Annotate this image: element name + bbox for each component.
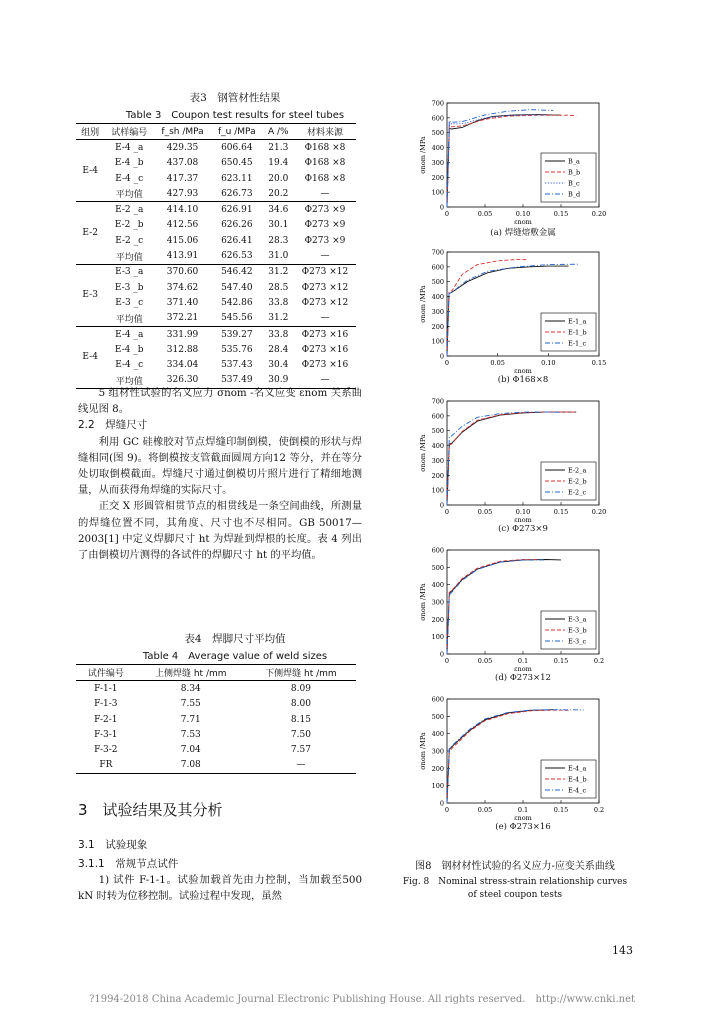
table4-cell: 7.53 (180, 729, 201, 740)
table3-row (76, 342, 356, 357)
table3-group-name: E-4 (76, 140, 104, 202)
y-tick-label: 500 (431, 129, 444, 138)
y-tick-label: 400 (431, 581, 444, 590)
table3-cell: 326.30 (154, 373, 211, 389)
y-tick-label: 200 (431, 764, 444, 773)
table3-cell: 28.3 (268, 235, 289, 246)
page-number: 143 (612, 944, 633, 957)
y-axis-label: σnom /MPa (419, 583, 427, 621)
y-axis-label: σnom /MPa (419, 285, 427, 323)
table3-cell: E-2 _b (114, 220, 144, 231)
table3-cell: 626.26 (221, 220, 253, 231)
legend-label: E-1_a (568, 317, 587, 326)
chart-svg (385, 393, 625, 541)
table3-cell: Φ168 ×8 (304, 142, 346, 153)
table3-cell: 429.35 (166, 142, 199, 153)
y-tick-label: 0 (439, 799, 444, 808)
table3-row (76, 140, 356, 156)
x-tick-label: 0.05 (490, 359, 505, 367)
table3-cell: 542.86 (221, 297, 253, 308)
series-line-E-3_b (447, 560, 538, 655)
table4-cell: 7.71 (180, 714, 201, 725)
legend-label: B_c (568, 179, 580, 188)
table4-cell: 8.34 (180, 683, 201, 694)
x-tick-label: 0.05 (477, 508, 493, 516)
table3-cell: 414.10 (166, 205, 199, 216)
x-tick-label: 0.1 (517, 806, 529, 814)
table3-row (76, 233, 356, 248)
y-tick-label: 300 (431, 456, 444, 465)
table3-cell: 34.6 (268, 205, 289, 216)
body-text-upper (78, 385, 362, 563)
table3-cell: 371.40 (166, 297, 199, 308)
y-tick-label: 400 (431, 442, 444, 451)
table3-cell: E-3 _b (114, 282, 144, 293)
table4-row (76, 681, 356, 697)
table3-header-cell: 材料来源 (294, 124, 356, 140)
x-tick-label: 0.20 (591, 508, 607, 516)
y-tick-label: 600 (431, 114, 444, 123)
y-axis-label: σnom /MPa (419, 732, 427, 770)
y-tick-label: 100 (431, 486, 444, 495)
chart-svg (385, 95, 625, 243)
section-3-title: 3 试验结果及其分析 (78, 801, 223, 819)
table3-cell: 626.91 (221, 205, 253, 216)
table4-cell: 8.00 (290, 699, 311, 710)
table3-group-name: E-3 (76, 264, 104, 326)
table3-cell: 427.93 (154, 186, 211, 202)
table4-cell: 7.55 (180, 699, 201, 710)
y-tick-label: 0 (439, 352, 444, 361)
table3-cell: 平均值 (104, 248, 154, 264)
table3-row (76, 156, 356, 171)
y-tick-label: 300 (431, 307, 444, 316)
table4-cell: F-2-1 (94, 714, 118, 725)
table3-cell: Φ273 ×12 (301, 267, 349, 278)
y-tick-label: 700 (431, 397, 444, 406)
legend-label: E-4_a (568, 764, 587, 773)
x-tick-label: 0.15 (591, 359, 607, 367)
x-axis-label: εnom (514, 367, 532, 375)
table4-row (76, 727, 356, 742)
series-line-E-4_a (447, 710, 553, 803)
chart-sub-caption: (a) 焊缝熔敷金属 (490, 228, 556, 238)
table3-cell: 30.4 (268, 360, 289, 371)
table3-cell: 372.21 (154, 311, 211, 327)
y-tick-label: 200 (431, 173, 444, 182)
table3-cell: Φ273 ×9 (304, 205, 346, 216)
table3-cell: Φ273 ×9 (304, 235, 346, 246)
table3-cell: E-3 _a (115, 267, 144, 278)
x-tick-label: 0 (444, 210, 450, 218)
table3-cell: 547.40 (221, 282, 253, 293)
x-axis-label: εnom (514, 814, 532, 822)
table4-header-cell: 下侧焊缝 ht /mm (246, 665, 356, 681)
y-tick-label: 0 (439, 650, 444, 659)
y-tick-label: 500 (431, 712, 444, 721)
table3-cell: 546.42 (221, 267, 253, 278)
y-tick-label: 500 (431, 427, 444, 436)
table3-cell: 412.56 (166, 220, 199, 231)
legend-label: E-3_a (568, 615, 587, 624)
table3-cell: 31.2 (263, 311, 294, 327)
y-tick-label: 200 (431, 615, 444, 624)
chart-panel (385, 244, 625, 396)
table3-row (76, 357, 356, 372)
x-tick-label: 0.10 (515, 210, 531, 218)
y-tick-label: 500 (431, 278, 444, 287)
table3-cell: 650.45 (221, 158, 253, 169)
y-tick-label: 0 (439, 203, 444, 212)
y-axis-label: σnom /MPa (419, 434, 427, 472)
table3-cell: 415.06 (166, 235, 199, 246)
x-tick-label: 0 (444, 657, 450, 665)
table3-cell: 28.5 (268, 282, 289, 293)
table3-group-name: E-4 (76, 326, 104, 388)
para-intersection: 正交 X 形圆管相贯节点的相贯线是一条空间曲线，所测量的焊缝位置不同，其角度、尺寸也不尽相同。GB 50017—2003[1] 中定义焊脚尺寸 ht 为焊趾到焊根的长度。表 4 列出了由倒模切片测得的各试件的焊脚尺寸 ht 的平均值。 (78, 500, 362, 562)
chart-panel (385, 393, 625, 545)
chart-svg (385, 244, 625, 392)
x-tick-label: 0 (444, 359, 450, 367)
y-tick-label: 100 (431, 337, 444, 346)
table4-cell: — (246, 758, 356, 774)
table3-row (76, 202, 356, 218)
table4-header-cell: 试件编号 (76, 665, 136, 681)
table3-header-cell: 组别 (76, 124, 104, 140)
x-tick-label: 0.05 (477, 657, 493, 665)
y-tick-label: 100 (431, 633, 444, 642)
table3-row (76, 280, 356, 295)
x-tick-label: 0.15 (553, 508, 569, 516)
table3-cell: Φ273 ×16 (301, 344, 349, 355)
y-tick-label: 600 (431, 412, 444, 421)
table3-cell: 417.37 (166, 173, 199, 184)
x-tick-label: 0 (444, 508, 450, 516)
table3-cell: 539.27 (221, 329, 253, 340)
table3-cell: 19.4 (268, 158, 289, 169)
table3-cell: 334.04 (166, 360, 199, 371)
chart-panel (385, 95, 625, 247)
para-weld-mold: 利用 GC 硅橡胶对节点焊缝印制倒模，使倒模的形状与焊缝相同(图 9)。将倒模按支管截面圆周方向12 等分，并在等分处切取倒模截面。焊缝尺寸通过倒模切片照片进行了精细地测量，从而获得角焊缝的实际尺寸。 (78, 435, 362, 497)
para-specimen-f11: 1) 试件 F-1-1。试验加载首先由力控制，当加载至500 kN 时转为位移控制。试验过程中发现，虽然 (78, 874, 362, 903)
y-tick-label: 100 (431, 782, 444, 791)
table3-cell: 374.62 (166, 282, 199, 293)
table3-cell: E-4 _a (115, 142, 144, 153)
table3-cell: 626.73 (211, 186, 263, 202)
legend-label: E-1_b (568, 328, 587, 337)
x-axis-label: εnom (514, 218, 532, 226)
legend-label: E-2_c (568, 488, 587, 497)
y-tick-label: 400 (431, 293, 444, 302)
series-line-B_c (447, 115, 546, 207)
table3-cell: Φ273 ×9 (304, 220, 346, 231)
heading-3-1: 3.1 试验现象 (78, 839, 148, 851)
figure-8-caption-cn: 图8 钢材材性试验的名义应力-应变关系曲线 (415, 861, 615, 872)
table3-row (76, 171, 356, 186)
y-tick-label: 300 (431, 158, 444, 167)
table3-cell: — (294, 248, 356, 264)
x-tick-label: 0 (444, 806, 450, 814)
table4-cell: F-1-1 (94, 683, 118, 694)
legend-label: B_a (568, 157, 580, 166)
legend-label: E-2_b (568, 477, 587, 486)
table3-group-name: E-2 (76, 202, 104, 264)
table3-cell: 30.1 (268, 220, 289, 231)
figure-8-caption-en-2: of steel coupon tests (467, 890, 563, 900)
table4-cell: 7.50 (290, 729, 311, 740)
table3-cell: 30.9 (263, 373, 294, 389)
x-tick-label: 0.15 (553, 210, 569, 218)
table3-cell: E-2 _a (115, 205, 144, 216)
table3-row (76, 218, 356, 233)
table3-average-row (76, 186, 356, 202)
table3-cell: 20.0 (268, 173, 289, 184)
table3-header-cell: f_u /MPa (211, 124, 263, 140)
y-tick-label: 300 (431, 747, 444, 756)
table3-cell: Φ273 ×16 (301, 360, 349, 371)
table4-cell: 7.57 (290, 745, 311, 756)
chart-sub-caption: (e) Φ273×16 (495, 822, 551, 832)
table3-cell: 606.64 (221, 142, 253, 153)
table3-cell: 545.56 (211, 311, 263, 327)
table4-header-cell: 上侧焊缝 ht /mm (136, 665, 246, 681)
table3-cell: Φ168 ×8 (304, 173, 346, 184)
table3-row (76, 326, 356, 342)
x-tick-label: 0.05 (477, 210, 493, 218)
table3-header-cell: A /% (263, 124, 294, 140)
chart-sub-caption: (c) Φ273×9 (498, 524, 548, 534)
table4-cell: F-3-2 (94, 745, 118, 756)
table4-cell: 8.09 (290, 683, 311, 694)
y-tick-label: 0 (439, 501, 444, 510)
x-tick-label: 0.20 (591, 210, 607, 218)
para-fig8-ref: 5 组材性试验的名义应力 σnom -名义应变 εnom 关系曲线见图 8。 (78, 387, 362, 416)
figure-8-charts (385, 95, 625, 855)
table3-cell: 33.8 (268, 329, 289, 340)
table3-cell: — (294, 373, 356, 389)
series-line-E-3_c (447, 560, 546, 654)
y-tick-label: 200 (431, 322, 444, 331)
chart-svg (385, 691, 625, 839)
table4-row (76, 712, 356, 727)
y-axis-label: σnom /MPa (419, 136, 427, 174)
table3-cell: E-4 _c (115, 173, 144, 184)
table3-cell: 623.11 (221, 173, 253, 184)
heading-3-1-1: 3.1.1 常规节点试件 (78, 858, 179, 870)
y-tick-label: 600 (431, 546, 444, 555)
table3-cell: 平均值 (104, 373, 154, 389)
legend-label: E-2_a (568, 466, 587, 475)
table3-title-cn: 表3 钢管材性结果 (189, 92, 281, 104)
legend-label: B_b (568, 168, 581, 177)
table3 (76, 123, 356, 389)
table3-cell: 平均值 (104, 311, 154, 327)
table3-cell: 413.91 (154, 248, 211, 264)
y-tick-label: 300 (431, 598, 444, 607)
table3-average-row (76, 311, 356, 327)
table3-cell: 370.60 (166, 267, 199, 278)
legend-label: B_d (568, 190, 581, 199)
y-tick-label: 100 (431, 188, 444, 197)
y-tick-label: 400 (431, 730, 444, 739)
table3-row (76, 264, 356, 280)
table4-row (76, 697, 356, 712)
y-tick-label: 700 (431, 99, 444, 108)
x-tick-label: 0.1 (517, 657, 529, 665)
legend-label: E-3_b (568, 626, 587, 635)
table4-cell: 7.04 (180, 745, 201, 756)
heading-2-2: 2.2 焊缝尺寸 (78, 419, 148, 432)
table3-cell: E-4 _b (114, 344, 144, 355)
x-axis-label: εnom (514, 665, 532, 673)
table3-cell: E-2 _c (115, 235, 144, 246)
table3-cell: 537.43 (221, 360, 253, 371)
x-tick-label: 0.15 (553, 657, 569, 665)
table4-title-en: Table 4 Average value of weld sizes (142, 651, 328, 662)
footer-copyright: ?1994-2018 China Academic Journal Electronic Publishing House. All rights reserved. http://www.cnki.net (88, 994, 635, 1005)
table4-cell: 7.08 (136, 758, 246, 774)
x-tick-label: 0.10 (541, 359, 556, 367)
table3-cell: 33.8 (268, 297, 289, 308)
y-tick-label: 400 (431, 144, 444, 153)
table3-average-row (76, 248, 356, 264)
table3-cell: Φ273 ×12 (301, 297, 349, 308)
chart-sub-caption: (b) Φ168×8 (497, 375, 549, 385)
table3-cell: Φ273 ×12 (301, 282, 349, 293)
table3-cell: 626.53 (211, 248, 263, 264)
table4-row (76, 758, 356, 774)
table3-cell: 331.99 (166, 329, 199, 340)
table3-cell: E-3 _c (115, 297, 144, 308)
table3-cell: Φ273 ×16 (301, 329, 349, 340)
y-tick-label: 600 (431, 263, 444, 272)
table4-cell: 8.15 (290, 714, 311, 725)
chart-panel (385, 542, 625, 694)
table3-cell: 535.76 (221, 344, 253, 355)
table3-cell: 20.2 (263, 186, 294, 202)
table4-row (76, 742, 356, 757)
table3-cell: 312.88 (166, 344, 199, 355)
table4-cell: F-3-1 (94, 729, 118, 740)
x-tick-label: 0.2 (593, 657, 605, 665)
table3-cell: Φ168 ×8 (304, 158, 346, 169)
table3-cell: 537.49 (211, 373, 263, 389)
x-tick-label: 0.05 (477, 806, 493, 814)
x-tick-label: 0.10 (515, 508, 531, 516)
table3-cell: — (294, 311, 356, 327)
x-axis-label: εnom (514, 516, 532, 524)
y-tick-label: 200 (431, 471, 444, 480)
table3-cell: 28.4 (268, 344, 289, 355)
table3-cell: — (294, 186, 356, 202)
table3-cell: E-4 _a (115, 329, 144, 340)
table4-cell: FR (76, 758, 136, 774)
table3-header-cell: f_sh /MPa (154, 124, 211, 140)
y-tick-label: 600 (431, 695, 444, 704)
series-line-E-1_b (447, 259, 528, 356)
table4-cell: F-1-3 (94, 699, 118, 710)
table3-cell: 437.08 (166, 158, 199, 169)
x-tick-label: 0.15 (553, 806, 569, 814)
y-tick-label: 700 (431, 248, 444, 257)
table3-cell: E-4 _b (114, 158, 144, 169)
chart-panel (385, 691, 625, 843)
table3-cell: 31.2 (268, 267, 289, 278)
table3-row (76, 295, 356, 310)
y-tick-label: 500 (431, 563, 444, 572)
chart-sub-caption: (d) Φ273×12 (495, 673, 551, 683)
x-tick-label: 0.2 (593, 806, 605, 814)
figure-8-caption-en-1: Fig. 8 Nominal stress-strain relationship curves (402, 877, 628, 887)
chart-svg (385, 542, 625, 690)
table3-cell: 平均值 (104, 186, 154, 202)
series-line-B_d (447, 110, 553, 207)
legend-label: E-3_c (568, 637, 587, 646)
table3-header-cell: 试样编号 (104, 124, 154, 140)
table3-cell: E-4 _c (115, 360, 144, 371)
table3-title-en: Table 3 Coupon test results for steel tubes (125, 110, 345, 121)
legend-label: E-4_c (568, 786, 587, 795)
legend-label: E-1_c (568, 339, 587, 348)
table4-title-cn: 表4 焊脚尺寸平均值 (184, 633, 286, 645)
legend-label: E-4_b (568, 775, 587, 784)
table3-cell: 626.41 (221, 235, 253, 246)
table4 (76, 664, 356, 774)
table3-cell: 21.3 (268, 142, 289, 153)
table3-cell: 31.0 (263, 248, 294, 264)
